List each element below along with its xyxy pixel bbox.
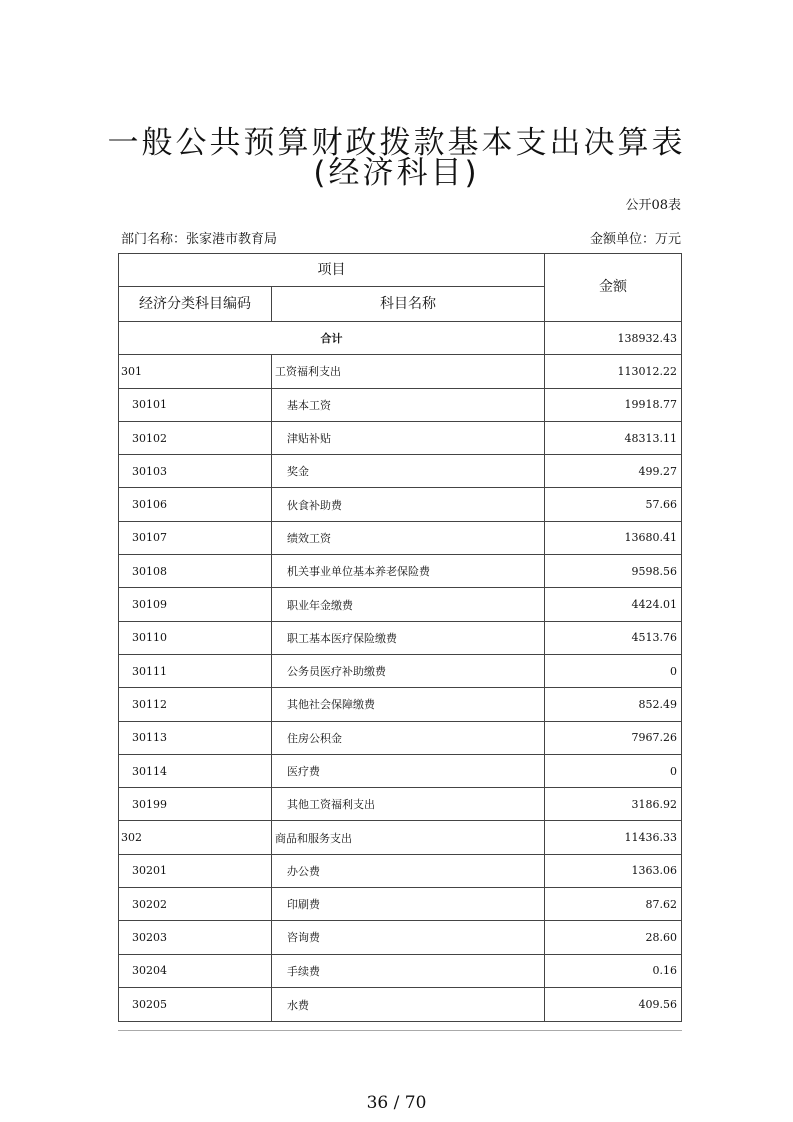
row-name: 印刷费 xyxy=(272,888,545,920)
row-amount: 11436.33 xyxy=(624,831,677,845)
table-row xyxy=(119,755,681,788)
row-name: 商品和服务支出 xyxy=(272,821,545,853)
row-name: 奖金 xyxy=(272,455,545,487)
row-name: 住房公积金 xyxy=(272,722,545,754)
table-row xyxy=(119,455,681,488)
row-amount: 87.62 xyxy=(645,897,677,911)
row-name: 手续费 xyxy=(272,955,545,987)
row-code: 30108 xyxy=(119,555,272,587)
total-amount: 138932.43 xyxy=(617,331,677,345)
table-row xyxy=(119,389,681,422)
row-amount: 19918.77 xyxy=(624,398,677,412)
row-code: 301 xyxy=(119,355,272,387)
table-row xyxy=(119,921,681,954)
row-amount: 3186.92 xyxy=(631,797,677,811)
row-amount: 113012.22 xyxy=(617,364,677,378)
row-code: 30114 xyxy=(119,755,272,787)
row-code: 30102 xyxy=(119,422,272,454)
table-row xyxy=(119,821,681,854)
table-header xyxy=(119,254,681,322)
row-code: 30106 xyxy=(119,488,272,520)
table-row xyxy=(119,955,681,988)
row-amount: 28.60 xyxy=(645,930,677,944)
row-amount: 13680.41 xyxy=(624,531,677,545)
row-code: 30204 xyxy=(119,955,272,987)
row-code: 30109 xyxy=(119,588,272,620)
row-code: 30201 xyxy=(119,855,272,887)
row-code: 30110 xyxy=(119,622,272,654)
amount-unit: 金额单位：万元 xyxy=(589,232,681,247)
row-name: 职工基本医疗保险缴费 xyxy=(272,622,545,654)
total-row xyxy=(119,322,681,355)
table-row xyxy=(119,688,681,721)
row-code: 30107 xyxy=(119,522,272,554)
table-row xyxy=(119,855,681,888)
table-row xyxy=(119,488,681,521)
page-subtitle: (经济科目) xyxy=(313,155,480,191)
row-amount: 1363.06 xyxy=(631,864,677,878)
row-name: 办公费 xyxy=(272,855,545,887)
row-amount: 0 xyxy=(670,764,677,778)
row-code: 30111 xyxy=(119,655,272,687)
footer-divider xyxy=(118,1030,682,1031)
row-name: 其他社会保障缴费 xyxy=(272,688,545,720)
table-row xyxy=(119,522,681,555)
row-code: 30113 xyxy=(119,722,272,754)
row-code: 30199 xyxy=(119,788,272,820)
row-amount: 7967.26 xyxy=(631,731,677,745)
department-name: 部门名称：张家港市教育局 xyxy=(121,232,278,247)
table-row xyxy=(119,622,681,655)
row-name: 机关事业单位基本养老保险费 xyxy=(272,555,545,587)
row-amount: 0.16 xyxy=(652,964,677,978)
form-number: 公开08表 xyxy=(625,198,681,213)
row-name: 公务员医疗补助缴费 xyxy=(272,655,545,687)
row-name: 津贴补贴 xyxy=(272,422,545,454)
row-name: 咨询费 xyxy=(272,921,545,953)
row-code: 30202 xyxy=(119,888,272,920)
row-name: 职业年金缴费 xyxy=(272,588,545,620)
table-row xyxy=(119,888,681,921)
row-amount: 4513.76 xyxy=(631,631,677,645)
row-name: 医疗费 xyxy=(272,755,545,787)
row-code: 302 xyxy=(119,821,272,853)
table-row xyxy=(119,655,681,688)
table-row xyxy=(119,555,681,588)
row-amount: 4424.01 xyxy=(631,598,677,612)
row-code: 30103 xyxy=(119,455,272,487)
total-label: 合计 xyxy=(119,322,545,354)
page-title: 一般公共预算财政拨款基本支出决算表 xyxy=(107,125,686,161)
row-name: 伙食补助费 xyxy=(272,488,545,520)
row-name: 其他工资福利支出 xyxy=(272,788,545,820)
row-amount: 499.27 xyxy=(638,464,677,478)
row-amount: 57.66 xyxy=(645,498,677,512)
table-row xyxy=(119,422,681,455)
header-name: 科目名称 xyxy=(272,287,545,321)
budget-table xyxy=(118,253,682,1022)
row-amount: 852.49 xyxy=(638,697,677,711)
row-code: 30112 xyxy=(119,688,272,720)
row-code: 30101 xyxy=(119,389,272,421)
header-item: 项目 xyxy=(119,254,545,287)
row-name: 绩效工资 xyxy=(272,522,545,554)
row-amount: 409.56 xyxy=(638,998,677,1012)
row-amount: 9598.56 xyxy=(631,564,677,578)
page-number: 36 / 70 xyxy=(366,1093,427,1113)
header-code: 经济分类科目编码 xyxy=(119,287,272,321)
row-name: 水费 xyxy=(272,988,545,1021)
row-name: 基本工资 xyxy=(272,389,545,421)
row-code: 30203 xyxy=(119,921,272,953)
row-code: 30205 xyxy=(119,988,272,1021)
table-row xyxy=(119,355,681,388)
table-row xyxy=(119,588,681,621)
table-body xyxy=(119,355,681,1021)
table-row xyxy=(119,788,681,821)
table-row xyxy=(119,988,681,1021)
row-amount: 0 xyxy=(670,664,677,678)
row-name: 工资福利支出 xyxy=(272,355,545,387)
table-row xyxy=(119,722,681,755)
header-amount: 金额 xyxy=(599,279,627,295)
row-amount: 48313.11 xyxy=(624,431,677,445)
